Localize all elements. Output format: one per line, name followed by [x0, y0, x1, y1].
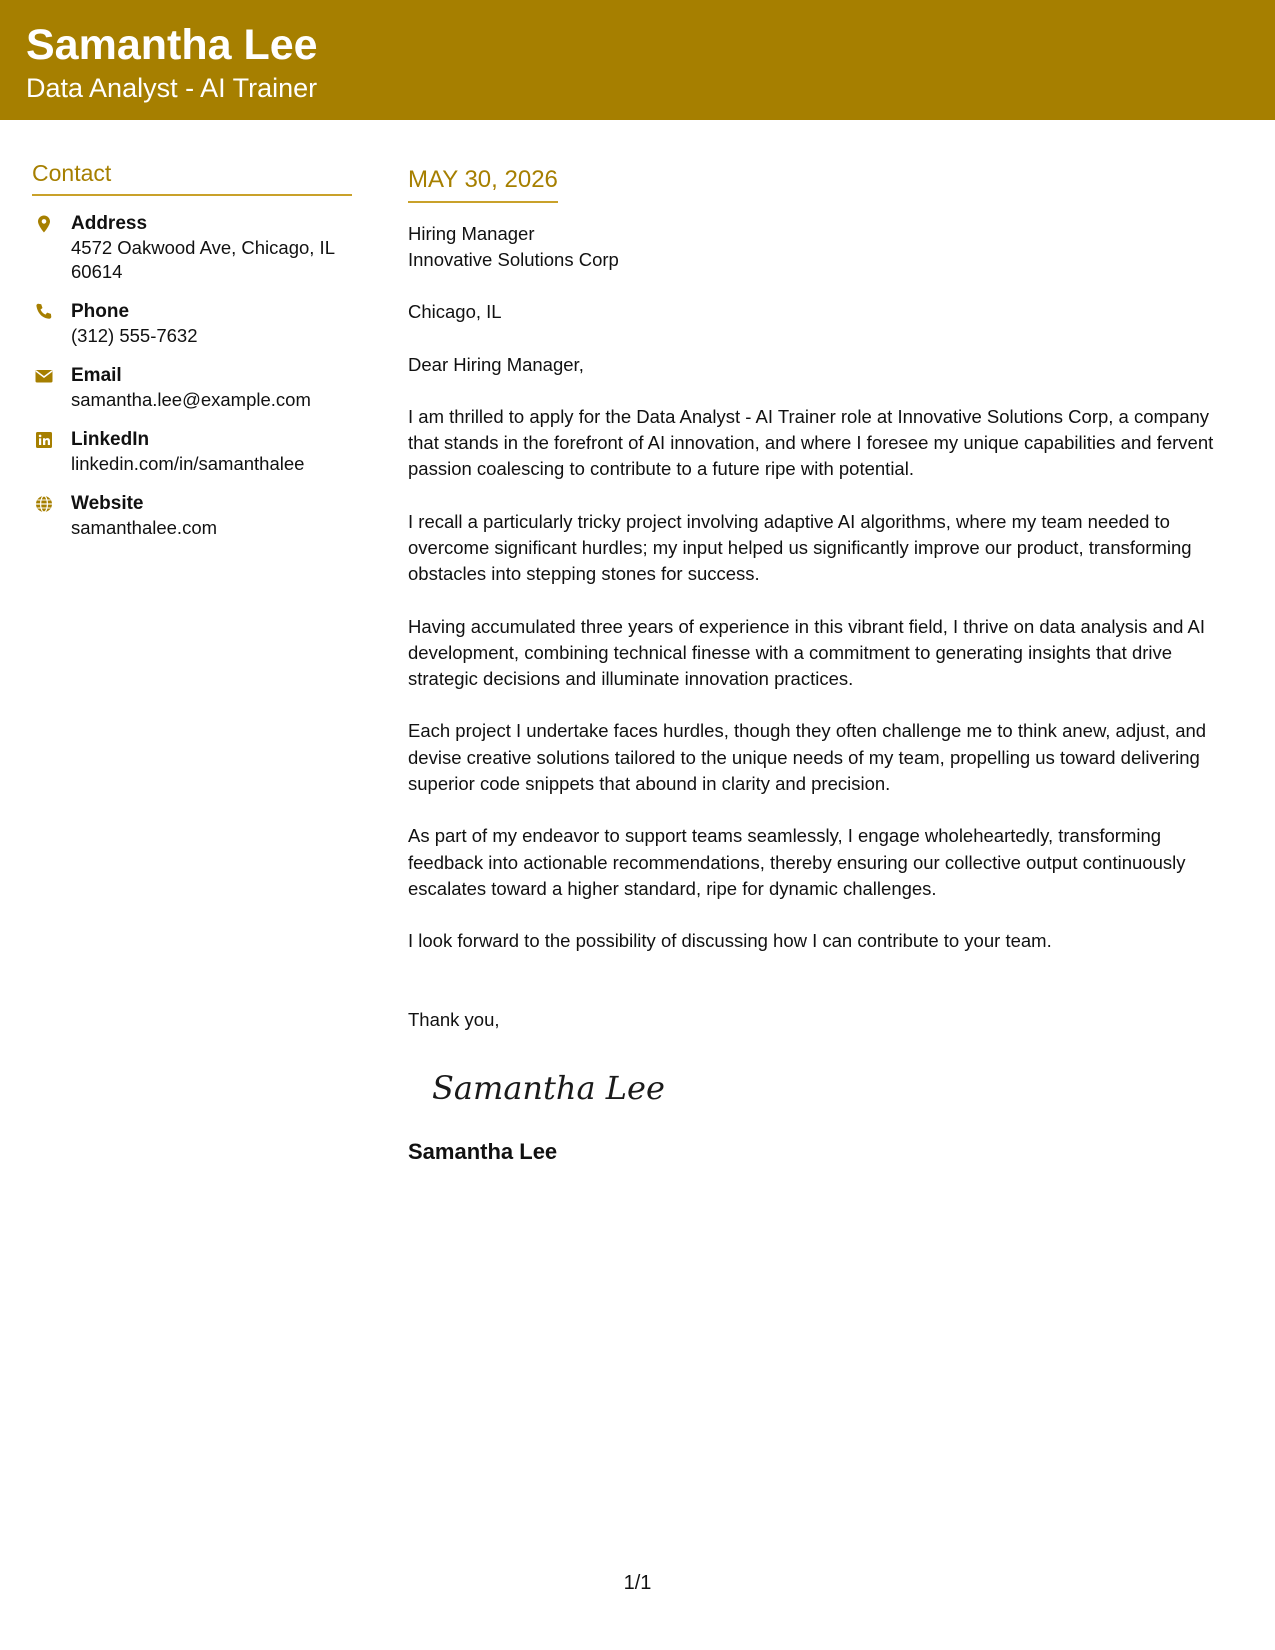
contact-sidebar [32, 160, 352, 540]
handwritten-signature [428, 1059, 668, 1115]
page-number: 1/1 [623, 1572, 652, 1594]
letter-paragraph: I am thrilled to apply for the Data Analyst - AI Trainer role at Innovative Solutions Corp, a company that stands in the forefront of AI innovation, and where I foresee my unique capabilities and fervent passion coalescing to contribute to a future ripe with potential. [408, 405, 1214, 480]
contact-value: 4572 Oakwood Ave, Chicago, IL 60614 [71, 236, 335, 282]
contact-value: samanthalee.com [71, 516, 218, 538]
recipient-block [408, 221, 1238, 273]
letter-date: MAY 30, 2026 [408, 166, 558, 203]
recipient-location: Chicago, IL [408, 300, 502, 322]
letter-paragraph: Having accumulated three years of experience in this vibrant field, I thrive on data analysis and AI development, combining technical finesse with a commitment to generating insights that drive strategic decisions and illuminate innovation practices. [408, 615, 1205, 690]
greeting: Dear Hiring Manager, [408, 353, 584, 375]
phone-icon [34, 302, 54, 322]
contact-item-address [32, 212, 352, 284]
envelope-icon [34, 366, 54, 386]
letter-paragraph: Each project I undertake faces hurdles, though they often challenge me to think anew, adjust, and devise creative solutions tailored to the unique needs of my team, propelling us toward delivering superior code snippets that abound in clarity and precision. [408, 720, 1207, 795]
recipient-company: Innovative Solutions Corp [408, 248, 619, 270]
letter-paragraph: I look forward to the possibility of discussing how I can contribute to your team. [408, 930, 1052, 952]
applicant-name: Samantha Lee [26, 21, 318, 69]
contact-label: LinkedIn [71, 428, 150, 450]
contact-item-linkedin [32, 428, 352, 476]
contact-label: Phone [71, 300, 130, 322]
map-pin-icon [34, 214, 54, 234]
signer-name: Samantha Lee [408, 1138, 558, 1164]
contact-heading: Contact [32, 160, 352, 196]
contact-label: Website [71, 492, 144, 514]
closing: Thank you, [408, 1008, 500, 1030]
letter-paragraph: I recall a particularly tricky project involving adaptive AI algorithms, where my team needed to overcome significant hurdles; my input helped us significantly improve our product, transforming obstacles into stepping stones for success. [408, 510, 1192, 585]
contact-item-email [32, 364, 352, 412]
contact-label: Address [71, 212, 148, 234]
recipient-name: Hiring Manager [408, 222, 535, 244]
contact-value: linkedin.com/in/samanthalee [71, 452, 305, 474]
globe-icon [34, 494, 54, 514]
contact-item-website [32, 492, 352, 540]
contact-label: Email [71, 364, 122, 386]
letter-paragraph: As part of my endeavor to support teams seamlessly, I engage wholeheartedly, transforming feedback into actionable recommendations, thereby ensuring our collective output continuously escalates toward a higher standard, ripe for dynamic challenges. [408, 825, 1186, 899]
applicant-title: Data Analyst - AI Trainer [26, 73, 318, 103]
header-banner [0, 0, 1275, 120]
contact-value: samantha.lee@example.com [71, 388, 311, 410]
contact-value: (312) 555-7632 [71, 324, 198, 346]
contact-item-phone [32, 300, 352, 348]
linkedin-icon [34, 430, 54, 450]
signature-text: Samantha Lee [432, 1068, 665, 1107]
letter-body [408, 166, 1238, 1166]
